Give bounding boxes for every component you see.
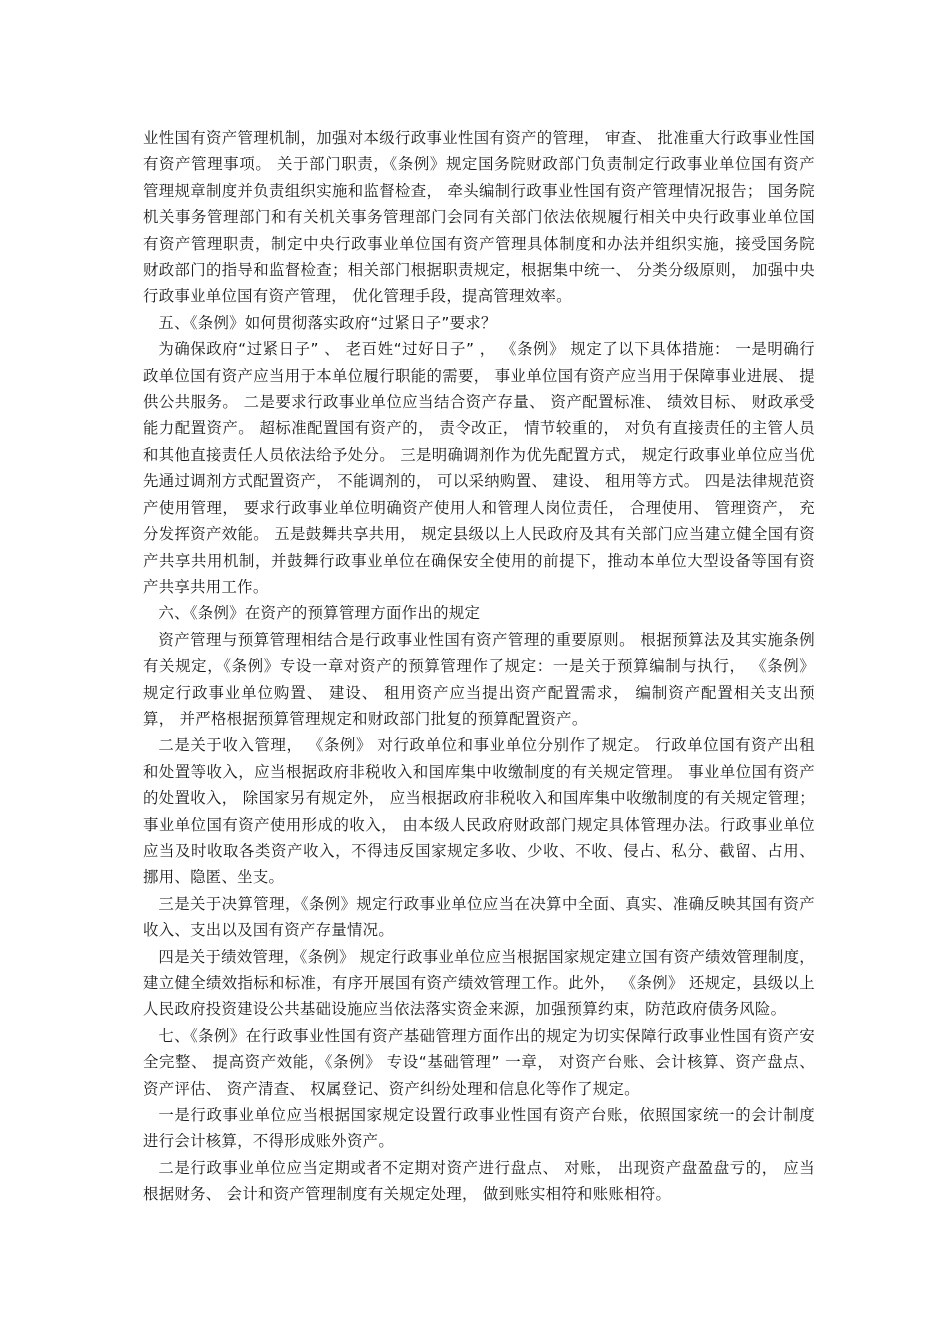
paragraph-2: 为确保政府“过紧日子” 、 老百姓“过好日子” ， 《条例》 规定了以下具体措施： 一是明确行政单位国有资产应当用于本单位履行职能的需要， 事业单位国有资产应当用于保障事业进展、 提供公共服务。 二是要求行政事业单位应当结合资产存量、 资产配置标准、 绩效目标、 财政承受能力配置资产。 超标准配置国有资产的， 责令改正， 情节较重的， 对负有直接责任的主管人员和其他直接责任人员依法给予处分。 三是明确调剂作为优先配置方式， 规定行政事业单位应当优先通过调剂方式配置资产， 不能调剂的， 可以采纳购置、 建设、 租用等方式。 四是法律规范资产使用管理， 要求行政事业单位明确资产使用人和管理人岗位责任， 合理使用、 管理资产， 充分发挥资产效能。 五是鼓舞共享共用， 规定县级以上人民政府及其有关部门应当建立健全国有资产共享共用机制，并鼓舞行政事业单位在确保安全使用的前提下，推动本单位大型设备等国有资产共享共用工作。: [143, 340, 815, 596]
section-heading-6: 六、《条例》在资产的预算管理方面作出的规定: [158, 604, 481, 623]
paragraph-9: 二是行政事业单位应当定期或者不定期对资产进行盘点、 对账， 出现资产盘盈盘亏的， 应当根据财务、 会计和资产管理制度有关规定处理， 做到账实相符和账账相符。: [143, 1158, 815, 1204]
document-body: [143, 125, 815, 1208]
section-heading-5: 五、《条例》如何贯彻落实政府“过紧日子”要求？: [158, 313, 497, 332]
paragraph-1: 业性国有资产管理机制，加强对本级行政事业性国有资产的管理， 审查、 批准重大行政事业性国有资产管理事项。 关于部门职责，《条例》规定国务院财政部门负责制定行政事业单位国有资产管理规章制度并负责组织实施和监督检查， 牵头编制行政事业性国有资产管理情况报告； 国务院机关事务管理部门和有关机关事务管理部门会同有关部门依法依规履行相关中央行政事业单位国有资产管理职责，制定中央行政事业单位国有资产管理具体制度和办法并组织实施，接受国务院财政部门的指导和监督检查；相关部门根据职责规定，根据集中统一、 分类分级原则， 加强中央行政事业单位国有资产管理， 优化管理手段，提高管理效率。: [143, 129, 815, 306]
paragraph-7: 七、《条例》在行政事业性国有资产基础管理方面作出的规定为切实保障行政事业性国有资产安全完整、 提高资产效能，《条例》 专设“基础管理” 一章， 对资产台账、会计核算、资产盘点、 资产评估、 资产清查、 权属登记、资产纠纷处理和信息化等作了规定。: [143, 1026, 815, 1098]
paragraph-3: 资产管理与预算管理相结合是行政事业性国有资产管理的重要原则。 根据预算法及其实施条例有关规定，《条例》专设一章对资产的预算管理作了规定：一是关于预算编制与执行， 《条例》 规定行政事业单位购置、 建设、 租用资产应当提出资产配置需求， 编制资产配置相关支出预算， 并严格根据预算管理规定和财政部门批复的预算配置资产。: [143, 630, 815, 728]
paragraph-8: 一是行政事业单位应当根据国家规定设置行政事业性国有资产台账，依照国家统一的会计制度进行会计核算，不得形成账外资产。: [143, 1106, 815, 1151]
paragraph-4: 二是关于收入管理， 《条例》 对行政单位和事业单位分别作了规定。 行政单位国有资产出租和处置等收入，应当根据政府非税收入和国库集中收缴制度的有关规定管理。 事业单位国有资产的处置收入， 除国家另有规定外， 应当根据政府非税收入和国库集中收缴制度的有关规定管理；事业单位国有资产使用形成的收入， 由本级人民政府财政部门规定具体管理办法。行政事业单位应当及时收取各类资产收入，不得违反国家规定多收、少收、不收、侵占、私分、截留、占用、挪用、隐匿、坐支。: [143, 736, 815, 887]
paragraph-5: 三是关于决算管理，《条例》规定行政事业单位应当在决算中全面、真实、准确反映其国有资产收入、支出以及国有资产存量情况。: [143, 894, 815, 940]
paragraph-6: 四是关于绩效管理，《条例》 规定行政事业单位应当根据国家规定建立国有资产绩效管理制度，建立健全绩效指标和标准，有序开展国有资产绩效管理工作。此外， 《条例》 还规定，县级以上人民政府投资建设公共基础设施应当依法落实资金来源，加强预算约束，防范政府债务风险。: [143, 947, 815, 1019]
